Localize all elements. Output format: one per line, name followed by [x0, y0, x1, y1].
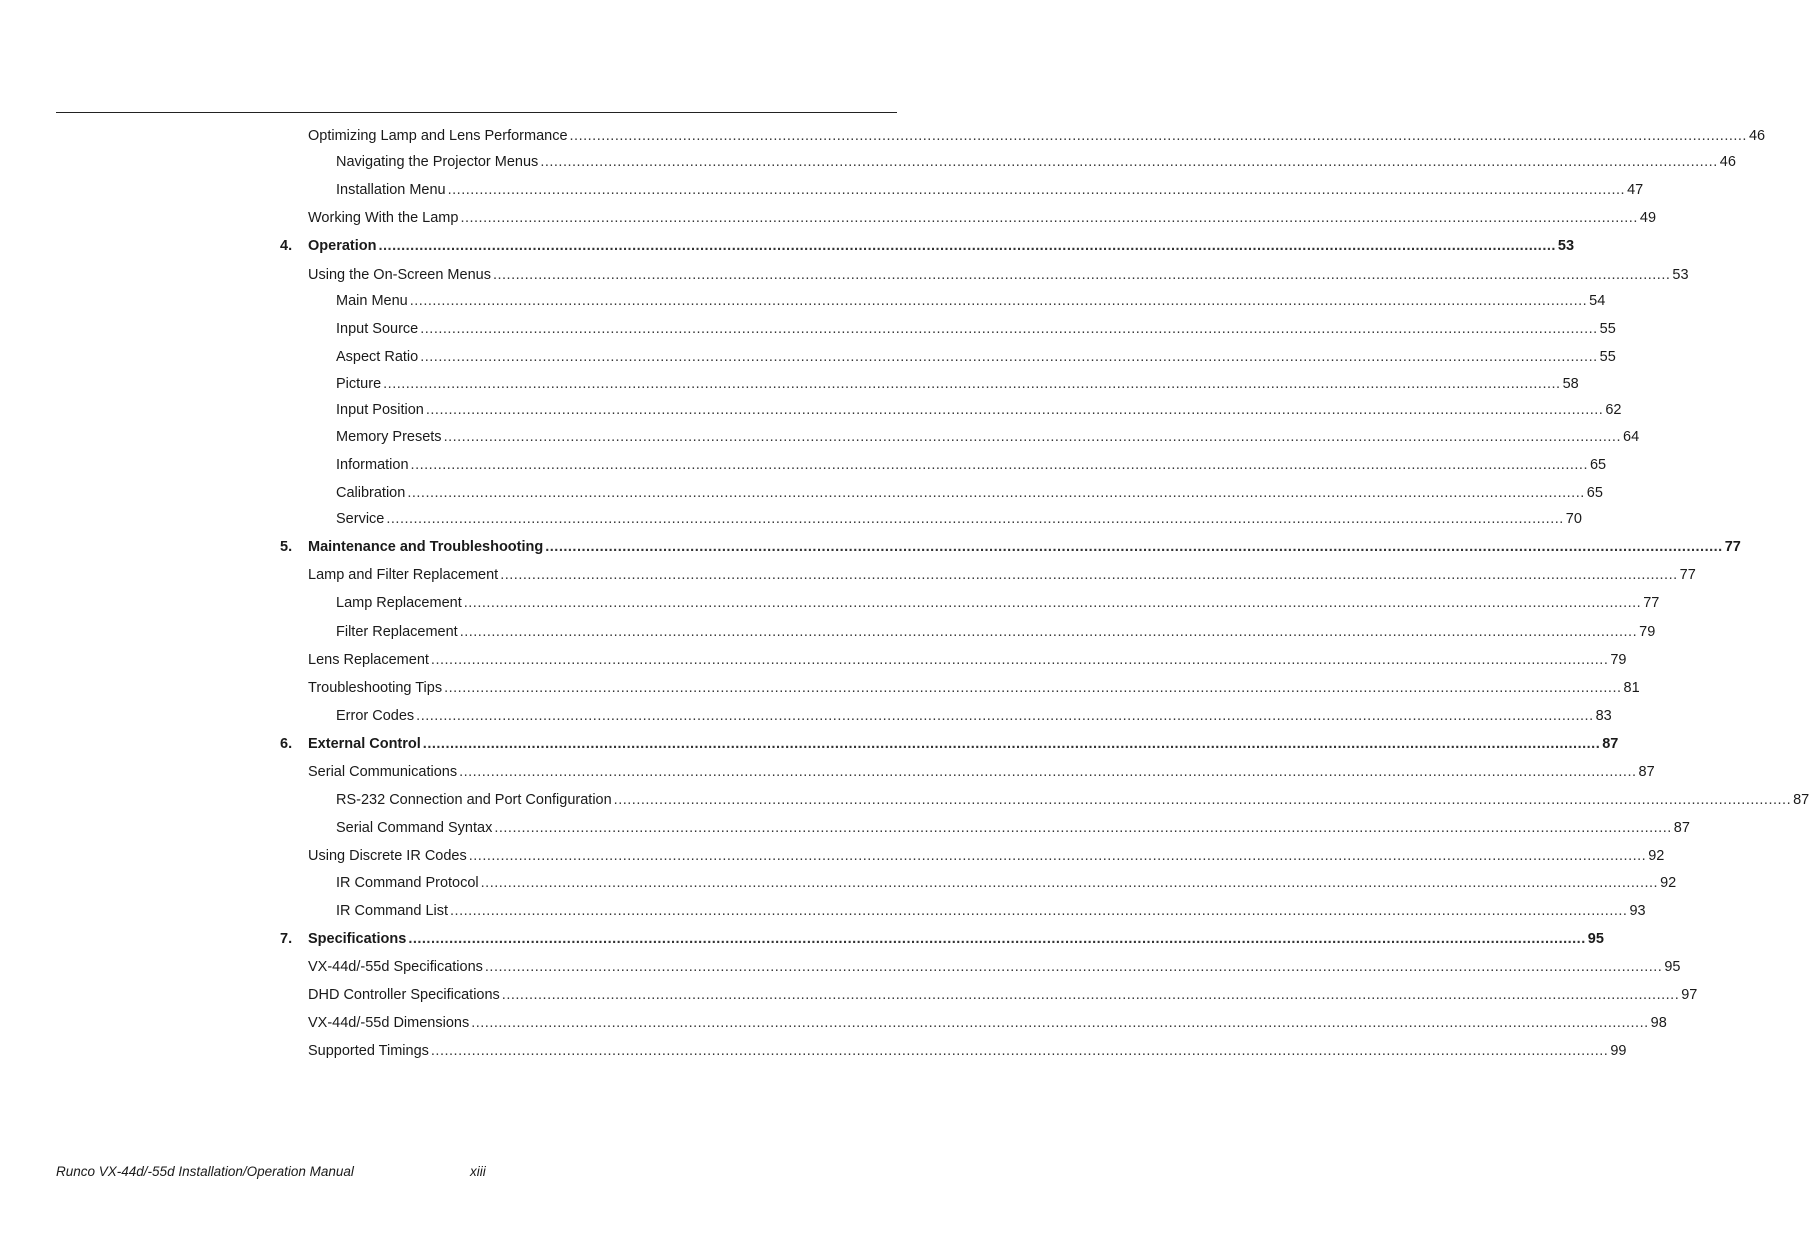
- toc-entry-title: Lamp Replacement: [336, 595, 462, 611]
- dot-leader: ....................................................................................................................................................................................................................................................................: [420, 349, 1598, 365]
- toc-entry-page: 92: [1648, 848, 1665, 864]
- toc-chapter-entry[interactable]: [0, 734, 1619, 754]
- toc-entry-page: 87: [1638, 764, 1655, 780]
- toc-entry-page: 65: [1589, 457, 1607, 473]
- toc-entry-page: 92: [1660, 875, 1677, 891]
- toc-entry[interactable]: [0, 678, 1640, 698]
- dot-leader: ....................................................................................................................................................................................................................................................................: [501, 987, 1680, 1003]
- toc-entry[interactable]: [0, 957, 1681, 977]
- toc-entry-title: Lamp and Filter Replacement: [308, 567, 499, 583]
- dot-leader: ....................................................................................................................................................................................................................................................................: [422, 736, 1601, 752]
- chapter-number: 6.: [280, 736, 293, 752]
- toc-entry-title: VX-44d/-55d Dimensions: [308, 1015, 470, 1031]
- toc-entry-page: 87: [1793, 792, 1809, 808]
- dot-leader: ....................................................................................................................................................................................................................................................................: [569, 128, 1747, 144]
- toc-entry-page: 87: [1673, 820, 1690, 836]
- toc-entry-title: Filter Replacement: [336, 624, 458, 640]
- toc-entry[interactable]: [0, 650, 1627, 670]
- footer-page-number: xiii: [470, 1164, 486, 1179]
- toc-entry[interactable]: [0, 483, 1603, 503]
- toc-entry-title: Maintenance and Troubleshooting: [308, 539, 544, 555]
- toc-entry-page: 99: [1610, 1043, 1627, 1059]
- toc-entry-title: Service: [336, 511, 385, 527]
- toc-entry-title: Serial Command Syntax: [336, 820, 493, 836]
- dot-leader: ....................................................................................................................................................................................................................................................................: [463, 595, 1642, 611]
- toc-entry[interactable]: [0, 291, 1606, 311]
- toc-entry[interactable]: [0, 374, 1579, 394]
- toc-entry-title: Error Codes: [336, 708, 415, 724]
- toc-entry-page: 65: [1586, 485, 1603, 501]
- toc-entry-title: RS-232 Connection and Port Configuration: [336, 792, 612, 808]
- footer-manual-title: Runco VX-44d/-55d Installation/Operation Manual: [56, 1164, 354, 1179]
- dot-leader: ....................................................................................................................................................................................................................................................................: [383, 376, 1561, 392]
- chapter-number: 4.: [280, 238, 293, 254]
- dot-leader: ....................................................................................................................................................................................................................................................................: [480, 875, 1659, 891]
- toc-entry-title: External Control: [308, 736, 421, 752]
- toc-entry-page: 93: [1629, 903, 1646, 919]
- toc-entry[interactable]: [0, 455, 1607, 475]
- dot-leader: ....................................................................................................................................................................................................................................................................: [447, 182, 1626, 198]
- toc-entry[interactable]: [0, 901, 1646, 921]
- dot-leader: ....................................................................................................................................................................................................................................................................: [484, 959, 1663, 975]
- toc-entry[interactable]: [0, 180, 1644, 200]
- toc-entry[interactable]: [0, 818, 1690, 838]
- toc-entry-page: 53: [1557, 238, 1575, 254]
- toc-entry-page: 79: [1610, 652, 1627, 668]
- toc-entry[interactable]: [0, 126, 1766, 146]
- toc-entry-title: Using the On-Screen Menus: [308, 267, 491, 283]
- toc-entry-page: 46: [1719, 154, 1736, 170]
- toc-entry[interactable]: [0, 593, 1660, 613]
- toc-entry-page: 49: [1639, 210, 1657, 226]
- toc-entry-title: IR Command Protocol: [336, 875, 479, 891]
- toc-entry-page: 64: [1623, 429, 1640, 445]
- dot-leader: ....................................................................................................................................................................................................................................................................: [471, 1015, 1649, 1031]
- dot-leader: ....................................................................................................................................................................................................................................................................: [450, 903, 1628, 919]
- toc-entry-page: 47: [1627, 182, 1644, 198]
- dot-leader: ....................................................................................................................................................................................................................................................................: [459, 764, 1637, 780]
- toc-entry-page: 58: [1562, 376, 1579, 392]
- toc-entry-page: 55: [1599, 321, 1616, 337]
- toc-entry[interactable]: [0, 790, 1809, 810]
- dot-leader: ....................................................................................................................................................................................................................................................................: [492, 267, 1671, 283]
- dot-leader: ....................................................................................................................................................................................................................................................................: [410, 457, 1588, 473]
- toc-entry[interactable]: [0, 1013, 1667, 1033]
- dot-leader: ....................................................................................................................................................................................................................................................................: [500, 567, 1678, 583]
- dot-leader: ....................................................................................................................................................................................................................................................................: [378, 238, 1556, 254]
- toc-entry-page: 87: [1602, 736, 1619, 752]
- toc-entry-title: Navigating the Projector Menus: [336, 154, 539, 170]
- toc-entry-title: Memory Presets: [336, 429, 442, 445]
- toc-entry[interactable]: [0, 509, 1582, 529]
- toc-entry-page: 77: [1679, 567, 1696, 583]
- chapter-number: 5.: [280, 539, 293, 555]
- toc-entry-title: Using Discrete IR Codes: [308, 848, 467, 864]
- toc-entry-page: 98: [1650, 1015, 1667, 1031]
- toc-entry[interactable]: [0, 846, 1665, 866]
- toc-entry-page: 95: [1664, 959, 1681, 975]
- toc-entry-title: DHD Controller Specifications: [308, 987, 500, 1003]
- dot-leader: ....................................................................................................................................................................................................................................................................: [386, 511, 1564, 527]
- dot-leader: ....................................................................................................................................................................................................................................................................: [430, 1043, 1609, 1059]
- toc-entry-page: 53: [1672, 267, 1689, 283]
- toc-entry[interactable]: [0, 565, 1696, 585]
- toc-entry-title: Picture: [336, 376, 382, 392]
- toc-entry-page: 55: [1599, 349, 1616, 365]
- toc-entry[interactable]: [0, 427, 1640, 447]
- toc-entry[interactable]: [0, 762, 1655, 782]
- toc-entry-title: Input Source: [336, 321, 419, 337]
- dot-leader: ....................................................................................................................................................................................................................................................................: [407, 485, 1585, 501]
- header-rule: [56, 112, 897, 113]
- toc-entry-title: Supported Timings: [308, 1043, 429, 1059]
- toc-entry-page: 83: [1595, 708, 1612, 724]
- dot-leader: ....................................................................................................................................................................................................................................................................: [409, 293, 1588, 309]
- toc-entry-title: Calibration: [336, 485, 406, 501]
- toc-entry-page: 62: [1605, 402, 1622, 418]
- toc-entry[interactable]: [0, 319, 1616, 339]
- dot-leader: ....................................................................................................................................................................................................................................................................: [430, 652, 1609, 668]
- toc-entry[interactable]: [0, 347, 1616, 367]
- toc-entry[interactable]: [0, 873, 1677, 893]
- toc-entry-page: 77: [1724, 539, 1741, 555]
- toc-entry-title: Installation Menu: [336, 182, 446, 198]
- toc-entry-page: 46: [1748, 128, 1766, 144]
- toc-entry-title: Lens Replacement: [308, 652, 429, 668]
- chapter-number: 7.: [280, 931, 293, 947]
- toc-entry-title: Working With the Lamp: [308, 210, 459, 226]
- dot-leader: ....................................................................................................................................................................................................................................................................: [416, 708, 1594, 724]
- toc-entry-title: Aspect Ratio: [336, 349, 419, 365]
- dot-leader: ....................................................................................................................................................................................................................................................................: [425, 402, 1604, 418]
- toc-entry-page: 77: [1643, 595, 1660, 611]
- toc-entry-page: 54: [1589, 293, 1606, 309]
- toc-chapter-entry[interactable]: [0, 236, 1575, 256]
- toc-entry-title: VX-44d/-55d Specifications: [308, 959, 483, 975]
- toc-entry-title: Operation: [308, 238, 377, 254]
- toc-entry-page: 95: [1587, 931, 1604, 947]
- dot-leader: ....................................................................................................................................................................................................................................................................: [420, 321, 1598, 337]
- toc-entry-title: Specifications: [308, 931, 407, 947]
- dot-leader: ....................................................................................................................................................................................................................................................................: [460, 210, 1638, 226]
- dot-leader: ....................................................................................................................................................................................................................................................................: [494, 820, 1672, 836]
- toc-entry-title: Optimizing Lamp and Lens Performance: [308, 128, 568, 144]
- toc-entry-page: 70: [1565, 511, 1582, 527]
- toc-chapter-entry[interactable]: [0, 929, 1604, 949]
- toc-entry[interactable]: [0, 208, 1657, 228]
- toc-entry-title: IR Command List: [336, 903, 449, 919]
- toc-entry-title: Main Menu: [336, 293, 408, 309]
- toc-entry[interactable]: [0, 1041, 1627, 1061]
- toc-entry-title: Information: [336, 457, 409, 473]
- dot-leader: ....................................................................................................................................................................................................................................................................: [444, 680, 1622, 696]
- toc-entry-title: Serial Communications: [308, 764, 458, 780]
- dot-leader: ....................................................................................................................................................................................................................................................................: [443, 429, 1621, 445]
- toc-entry-page: 97: [1681, 987, 1698, 1003]
- toc-entry[interactable]: [0, 400, 1622, 420]
- dot-leader: ....................................................................................................................................................................................................................................................................: [468, 848, 1647, 864]
- toc-entry[interactable]: [0, 152, 1736, 172]
- dot-leader: ....................................................................................................................................................................................................................................................................: [613, 792, 1792, 808]
- toc-entry-title: Input Position: [336, 402, 424, 418]
- toc-entry[interactable]: [0, 706, 1612, 726]
- toc-entry-title: Troubleshooting Tips: [308, 680, 443, 696]
- dot-leader: ....................................................................................................................................................................................................................................................................: [408, 931, 1586, 947]
- toc-entry[interactable]: [0, 265, 1689, 285]
- dot-leader: ....................................................................................................................................................................................................................................................................: [545, 539, 1723, 555]
- toc-entry-page: 79: [1639, 624, 1656, 640]
- toc-entry[interactable]: [0, 985, 1698, 1005]
- toc-entry-page: 81: [1623, 680, 1640, 696]
- dot-leader: ....................................................................................................................................................................................................................................................................: [459, 624, 1638, 640]
- toc-chapter-entry[interactable]: [0, 537, 1741, 557]
- dot-leader: ....................................................................................................................................................................................................................................................................: [540, 154, 1718, 170]
- toc-entry[interactable]: [0, 622, 1656, 642]
